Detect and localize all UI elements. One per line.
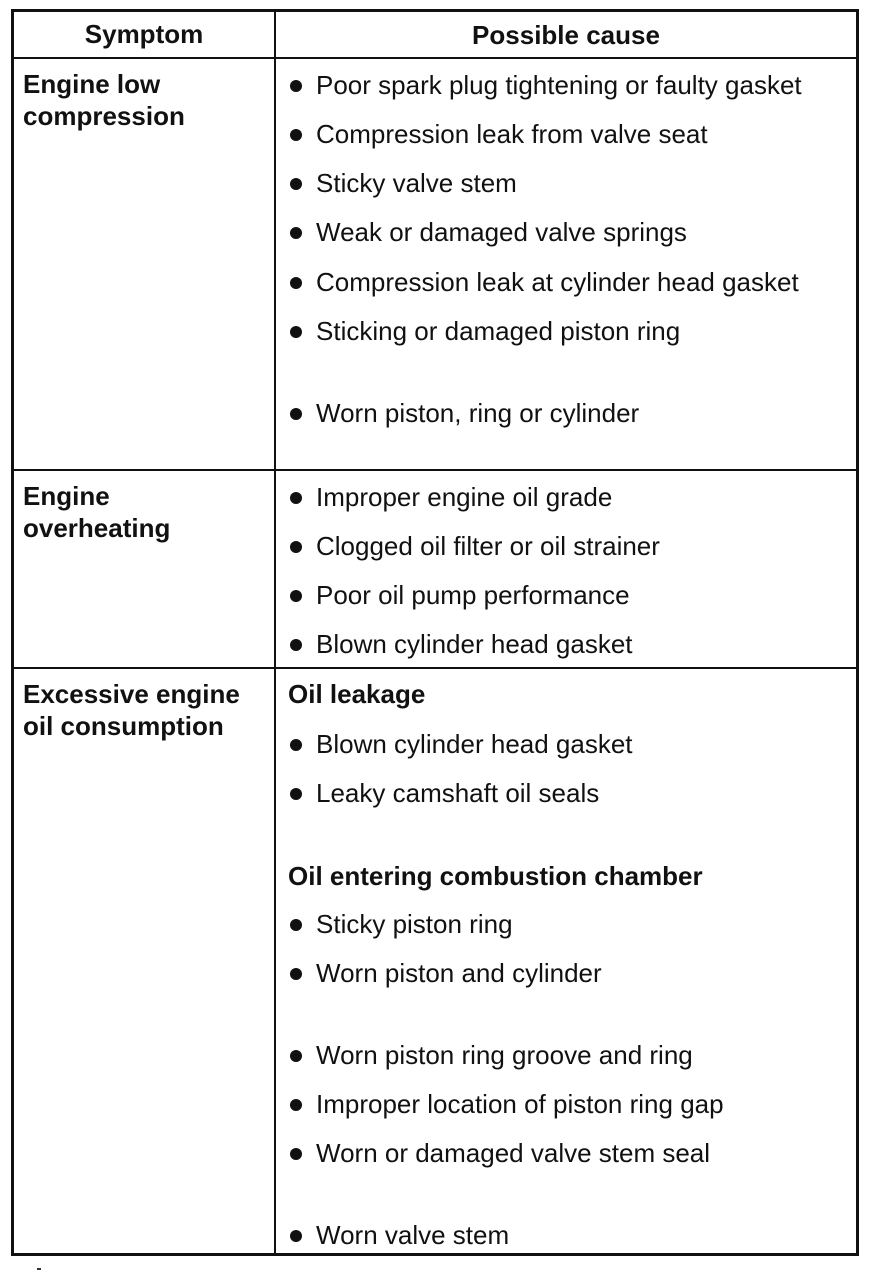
cause-item: Weak or damaged valve springs — [316, 217, 687, 247]
bullet-icon — [290, 129, 302, 141]
bullet-icon — [290, 1148, 302, 1160]
bullet-icon — [290, 788, 302, 800]
cause-item: Improper location of piston ring gap — [316, 1089, 724, 1119]
subheading-oil-entering-chamber: Oil entering combustion chamber — [288, 861, 703, 891]
row-divider — [14, 469, 856, 471]
cause-item: Sticky piston ring — [316, 909, 513, 939]
symptom-low-compression: Engine low compression — [23, 69, 185, 131]
bullet-icon — [290, 541, 302, 553]
cause-item: Leaky camshaft oil seals — [316, 778, 600, 808]
cause-item: Worn piston and cylinder — [316, 958, 602, 988]
cause-item: Worn piston, ring or cylinder — [316, 398, 640, 428]
cause-item: Clogged oil filter or oil strainer — [316, 531, 660, 561]
troubleshooting-table — [11, 9, 859, 1256]
bullet-icon — [290, 968, 302, 980]
bullet-icon — [290, 1230, 302, 1242]
cause-item: Compression leak at cylinder head gasket — [316, 267, 799, 297]
symptom-overheating: Engine overheating — [23, 481, 171, 543]
cause-item: Blown cylinder head gasket — [316, 729, 633, 759]
header-divider — [14, 57, 856, 59]
bullet-icon — [290, 739, 302, 751]
cause-item: Poor spark plug tightening or faulty gasket — [316, 70, 802, 100]
bullet-icon — [290, 408, 302, 420]
bullet-icon — [290, 639, 302, 651]
bullet-icon — [290, 1050, 302, 1062]
cause-item: Compression leak from valve seat — [316, 119, 708, 149]
bullet-icon — [290, 227, 302, 239]
column-divider — [274, 12, 276, 1253]
cause-item: Sticking or damaged piston ring — [316, 316, 681, 346]
header-cause: Possible cause — [472, 20, 660, 50]
bullet-icon — [290, 919, 302, 931]
bullet-icon — [290, 277, 302, 289]
bullet-icon — [290, 178, 302, 190]
cause-item: Sticky valve stem — [316, 168, 517, 198]
cause-item: Blown cylinder head gasket — [316, 629, 633, 659]
row-divider — [14, 667, 856, 669]
bullet-icon — [290, 1099, 302, 1111]
bullet-icon — [290, 492, 302, 504]
header-symptom: Symptom — [84, 19, 204, 49]
bullet-icon — [290, 590, 302, 602]
cause-item: Worn valve stem — [316, 1220, 510, 1250]
cause-item: Improper engine oil grade — [316, 482, 613, 512]
bullet-icon — [290, 80, 302, 92]
bullet-icon — [290, 326, 302, 338]
cause-item: Poor oil pump performance — [316, 580, 630, 610]
cause-item: Worn or damaged valve stem seal — [316, 1138, 711, 1168]
scan-mark — [37, 1268, 41, 1270]
cause-item: Worn piston ring groove and ring — [316, 1040, 693, 1070]
subheading-oil-leakage: Oil leakage — [288, 679, 426, 709]
symptom-oil-consumption: Excessive engine oil consumption — [23, 679, 240, 741]
